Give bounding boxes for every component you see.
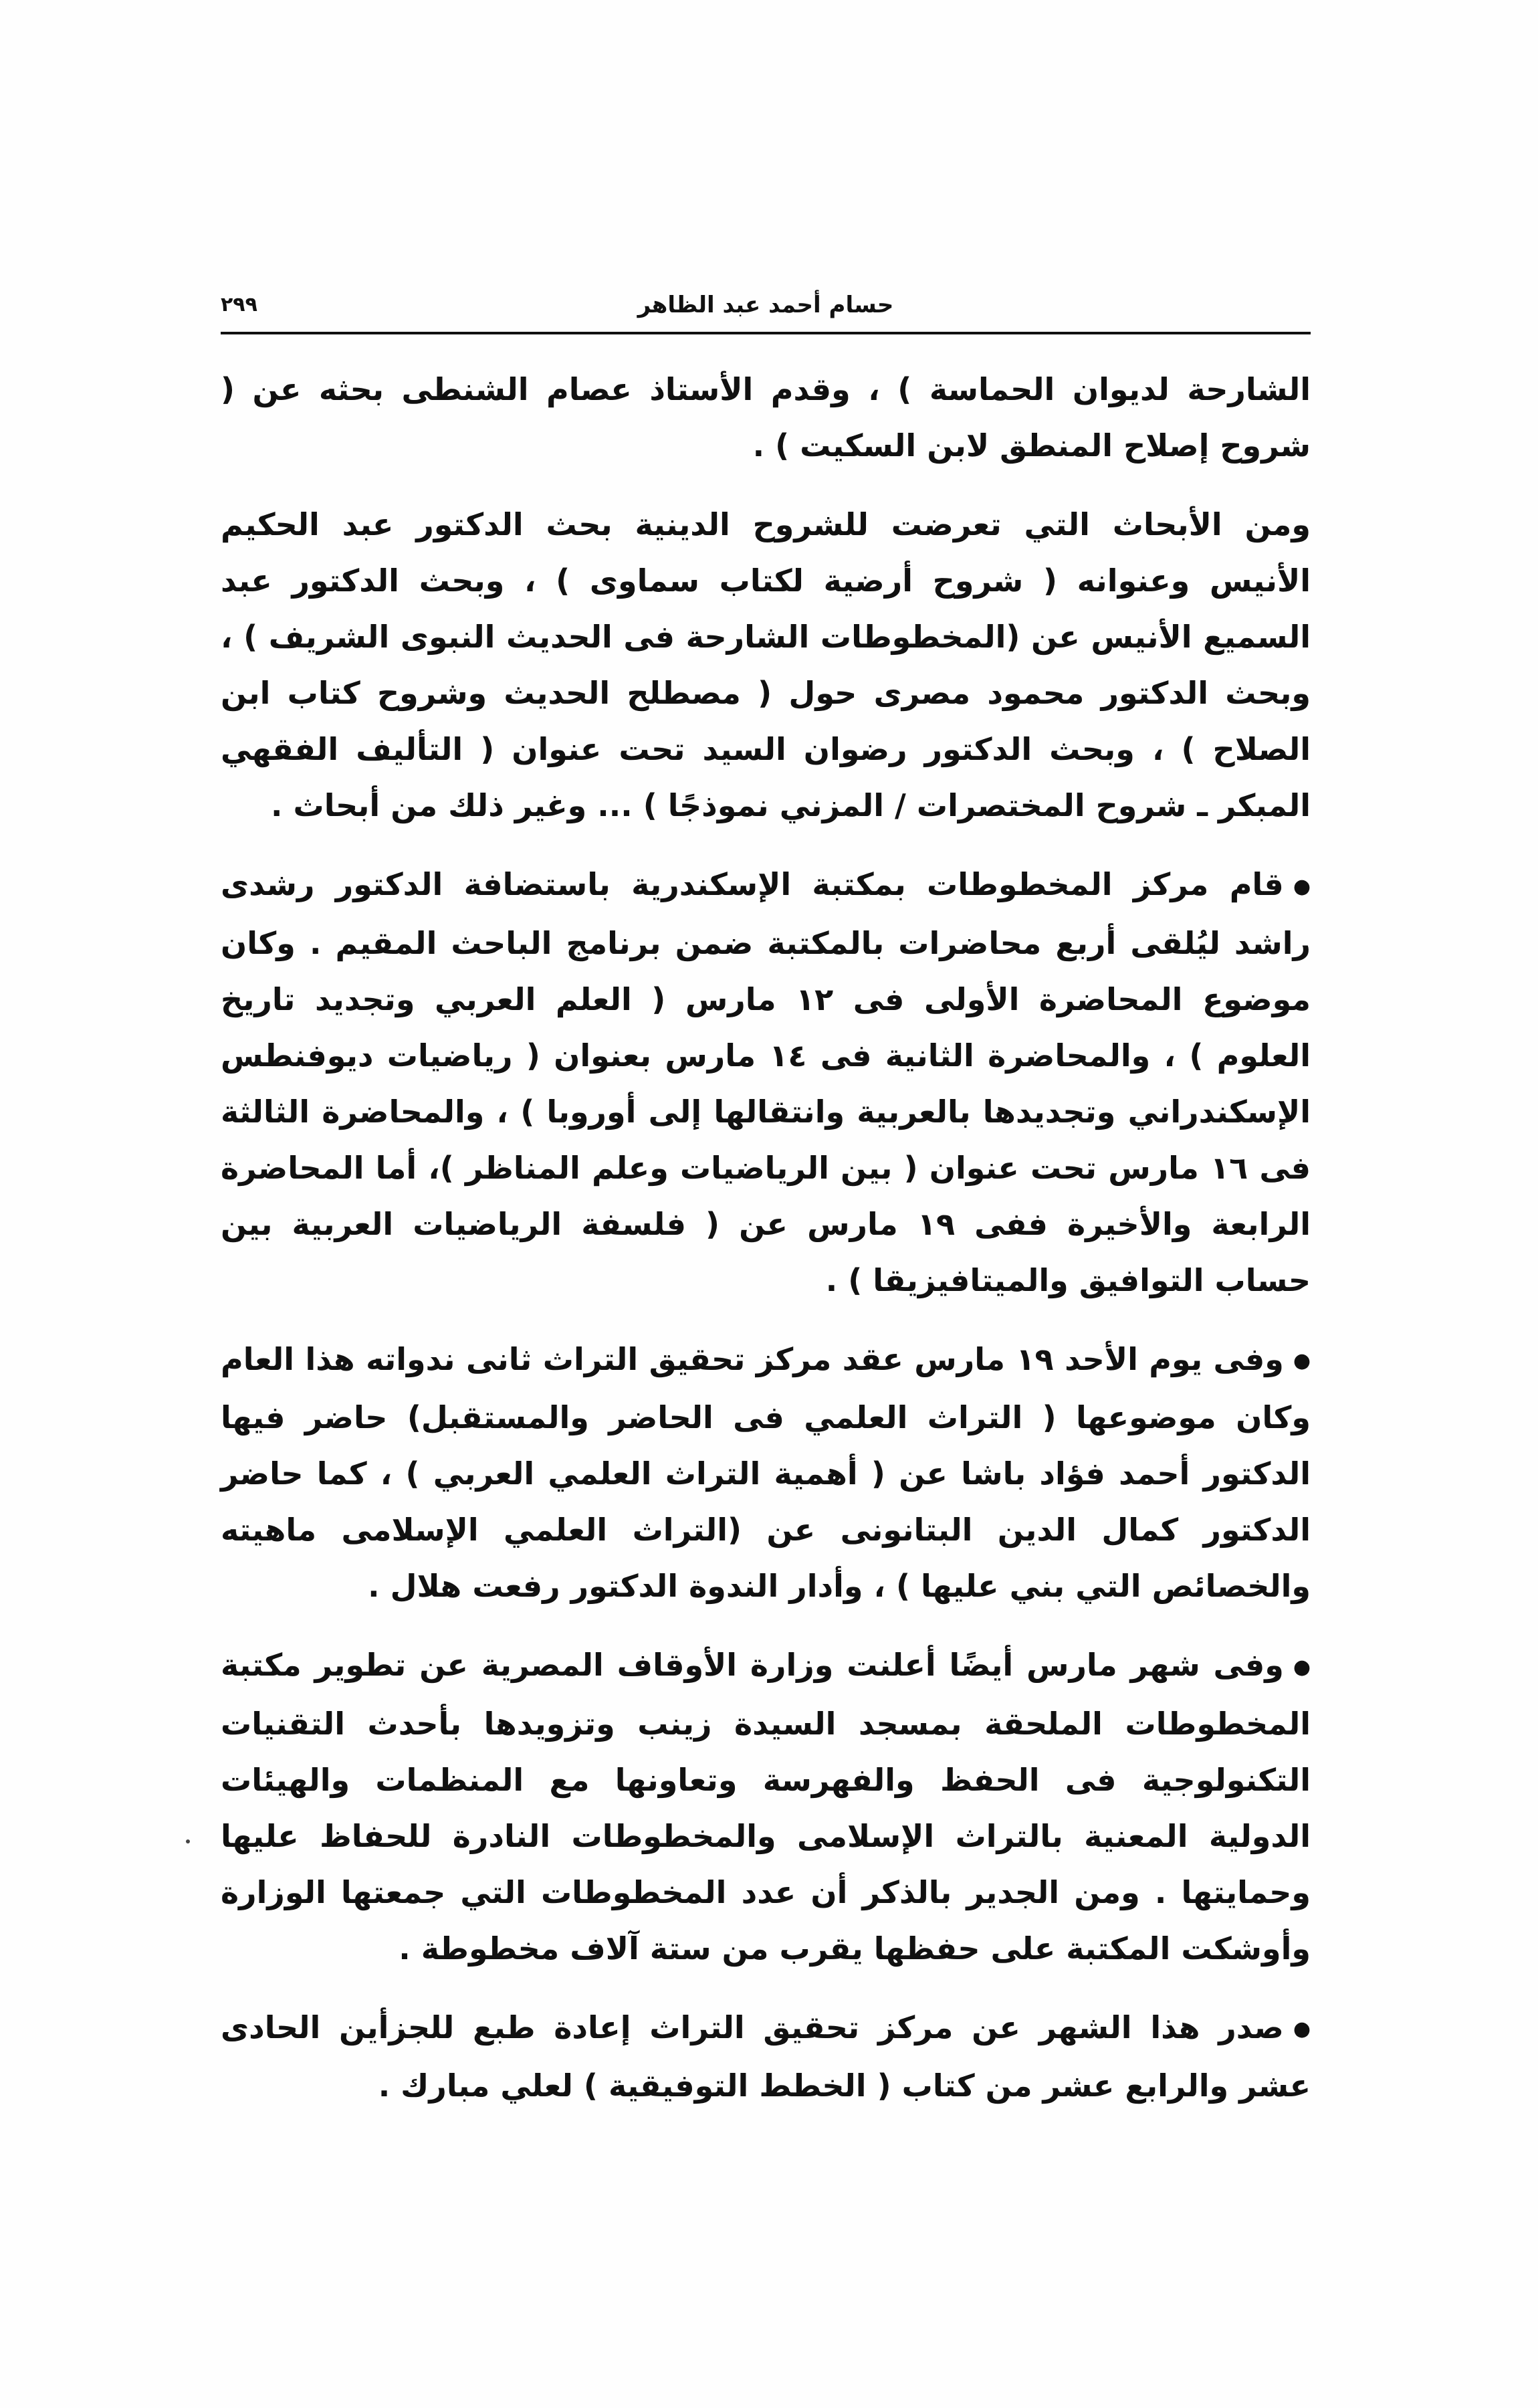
article-body (221, 361, 1311, 2207)
header-rule (221, 332, 1311, 334)
paragraph-4 (221, 1331, 1311, 1615)
running-header (221, 288, 1311, 334)
paragraph-6-text: صدر هذا الشهر عن مركز تحقيق التراث إعادة طبع للجزأين الحادى عشر والرابع عشر من كتاب ( الخطط التوفيقية ) لعلي مبارك . (221, 2009, 1311, 2104)
page-number: ٢٩٩ (221, 293, 257, 316)
scan-speck (186, 1839, 190, 1843)
paragraph-4-text: وفى يوم الأحد ١٩ مارس عقد مركز تحقيق التراث ثانى ندواته هذا العام وكان موضوعها ( التراث العلمي فى الحاضر والمستقبل) حاضر فيها الدكتور أحمد فؤاد باشا عن ( أهمية التراث العلمي العربي ) ، كما حاضر الدكتور كمال الدين البتانونى عن (التراث العلمي الإسلامى ماهيته والخصائص التي بني عليها ) ، وأدار الندوة الدكتور رفعت هلال . (221, 1340, 1311, 1604)
paragraph-2-text: ومن الأبحاث التي تعرضت للشروح الدينية بحث الدكتور عبد الحكيم الأنيس وعنوانه ( شروح أرضية لكتاب سماوى ) ، وبحث الدكتور عبد السميع الأنيس عن (المخطوطات الشارحة فى الحديث النبوى الشريف ) ، وبحث الدكتور محمود مصرى حول ( مصطلح الحديث وشروح كتاب ابن الصلاح ) ، وبحث الدكتور رضوان السيد تحت عنوان ( التأليف الفقهي المبكر ـ شروح المختصرات / المزني نموذجًا ) ... وغير ذلك من أبحاث . (221, 506, 1311, 823)
paragraph-1 (221, 361, 1311, 474)
paragraph-3-text: قام مركز المخطوطات بمكتبة الإسكندرية باستضافة الدكتور رشدى راشد ليُلقى أربع محاضرات بالمكتبة ضمن برنامج الباحث المقيم . وكان موضوع المحاضرة الأولى فى ١٢ مارس ( العلم العربي وتجديد تاريخ العلوم ) ، والمحاضرة الثانية فى ١٤ مارس بعنوان ( رياضيات ديوفنطس الإسكندراني وتجديدها بالعربية وانتقالها إلى أوروبا ) ، والمحاضرة الثالثة فى ١٦ مارس تحت عنوان ( بين الرياضيات وعلم المناظر )، أما المحاضرة الرابعة والأخيرة ففى ١٩ مارس عن ( فلسفة الرياضيات العربية بين حساب التوافيق والميتافيزيقا ) . (221, 866, 1311, 1298)
author-name: حسام أحمد عبد الظاهر (637, 292, 894, 318)
paragraph-6 (221, 1999, 1311, 2114)
bullet-icon: ● (1293, 1655, 1311, 1679)
paragraph-2 (221, 496, 1311, 833)
bullet-icon: ● (1293, 2017, 1311, 2041)
bullet-icon: ● (1293, 874, 1311, 898)
paragraph-3 (221, 856, 1311, 1308)
bullet-icon: ● (1293, 1349, 1311, 1373)
paragraph-5 (221, 1637, 1311, 1977)
paragraph-5-text: وفى شهر مارس أيضًا أعلنت وزارة الأوقاف المصرية عن تطوير مكتبة المخطوطات الملحقة بمسجد السيدة زينب وتزويدها بأحدث التقنيات التكنولوجية فى الحفظ والفهرسة وتعاونها مع المنظمات والهيئات الدولية المعنية بالتراث الإسلامى والمخطوطات النادرة للحفاظ عليها وحمايتها . ومن الجدير بالذكر أن عدد المخطوطات التي جمعتها الوزارة وأوشكت المكتبة على حفظها يقرب من ستة آلاف مخطوطة . (221, 1647, 1311, 1967)
paragraph-1-text: الشارحة لديوان الحماسة ) ، وقدم الأستاذ عصام الشنطى بحثه عن ( شروح إصلاح المنطق لابن السكيت ) . (221, 371, 1311, 464)
